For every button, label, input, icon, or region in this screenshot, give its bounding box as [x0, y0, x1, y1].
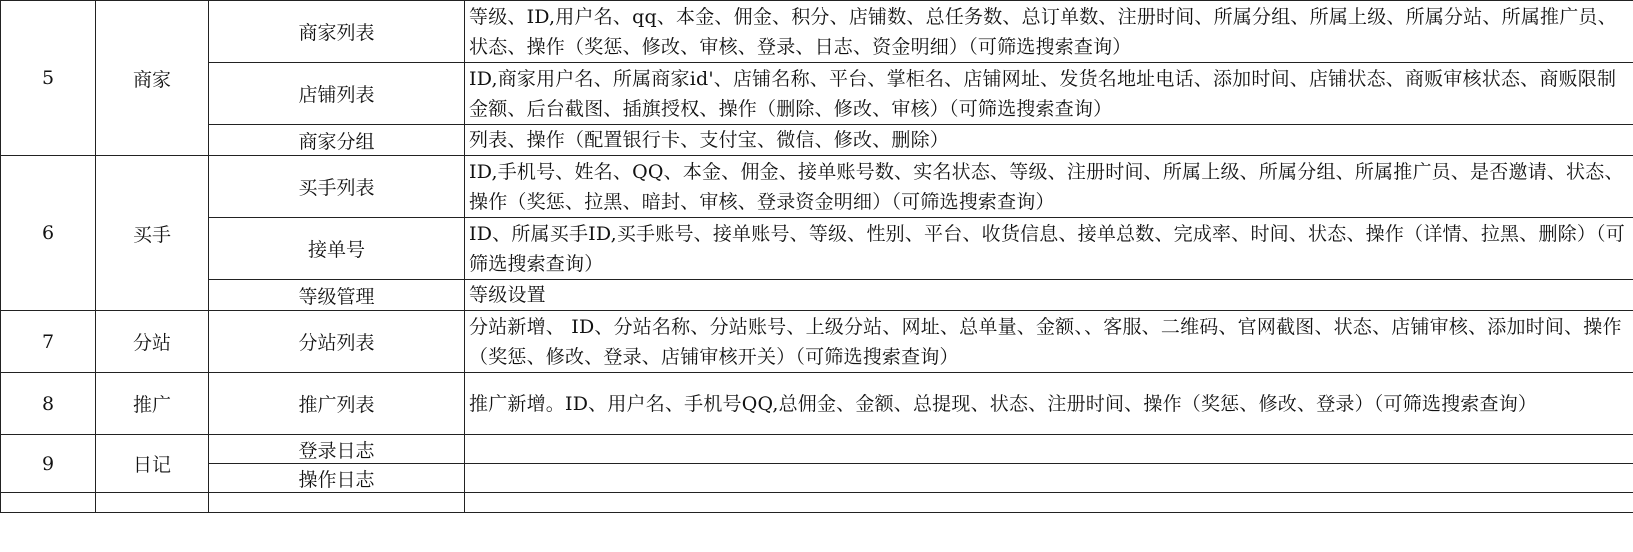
- table-row-cut-bottom: [1, 493, 1633, 513]
- table-row: [1, 464, 1633, 493]
- submodule-name: 买手列表: [209, 156, 465, 218]
- submodule-description: [465, 464, 1633, 493]
- row-number: 7: [1, 311, 96, 373]
- submodule-name: 登录日志: [209, 435, 465, 464]
- table-row: [1, 63, 1633, 125]
- table-row: [1, 435, 1633, 464]
- table-row: [1, 311, 1633, 373]
- submodule-description: 等级、ID,用户名、qq、本金、佣金、积分、店铺数、总任务数、总订单数、注册时间、所属分组、所属上级、所属分站、所属推广员、状态、操作（奖惩、修改、审核、登录、日志、资金明细）（可筛选搜索查询）: [465, 1, 1633, 63]
- module-name: 推广: [96, 373, 209, 435]
- cell: [465, 493, 1633, 513]
- row-number: 5: [1, 1, 96, 156]
- table-row: [1, 373, 1633, 435]
- submodule-name: 推广列表: [209, 373, 465, 435]
- cell: [209, 493, 465, 513]
- row-number: 6: [1, 156, 96, 311]
- submodule-description: 等级设置: [465, 280, 1633, 311]
- submodule-name: 分站列表: [209, 311, 465, 373]
- submodule-description: [465, 435, 1633, 464]
- module-name: 买手: [96, 156, 209, 311]
- submodule-description: 分站新增、 ID、分站名称、分站账号、上级分站、网址、总单量、金额、、客服、二维码、官网截图、状态、店铺审核、添加时间、操作（奖惩、修改、登录、店铺审核开关）（可筛选搜索查询）: [465, 311, 1633, 373]
- submodule-description: ID,手机号、姓名、QQ、本金、佣金、接单账号数、实名状态、等级、注册时间、所属上级、所属分组、所属推广员、是否邀请、状态、操作（奖惩、拉黑、暗封、审核、登录资金明细）（可筛选搜索查询）: [465, 156, 1633, 218]
- module-name: 日记: [96, 435, 209, 493]
- submodule-name: 商家列表: [209, 1, 465, 63]
- submodule-description: 列表、操作（配置银行卡、支付宝、微信、修改、删除）: [465, 125, 1633, 156]
- table-row: [1, 1, 1633, 63]
- submodule-name: 等级管理: [209, 280, 465, 311]
- table-row: [1, 125, 1633, 156]
- submodule-name: 店铺列表: [209, 63, 465, 125]
- table-row: [1, 218, 1633, 280]
- row-number: 8: [1, 373, 96, 435]
- submodule-description: 推广新增。ID、用户名、手机号QQ,总佣金、金额、总提现、状态、注册时间、操作（奖惩、修改、登录）（可筛选搜索查询）: [465, 373, 1633, 435]
- submodule-name: 操作日志: [209, 464, 465, 493]
- module-name: 商家: [96, 1, 209, 156]
- submodule-name: 商家分组: [209, 125, 465, 156]
- submodule-description: ID、所属买手ID,买手账号、接单账号、等级、性别、平台、收货信息、接单总数、完成率、时间、状态、操作（详情、拉黑、删除）（可筛选搜索查询）: [465, 218, 1633, 280]
- table-row: [1, 280, 1633, 311]
- module-name: 分站: [96, 311, 209, 373]
- row-number: 9: [1, 435, 96, 493]
- cell: [1, 493, 96, 513]
- submodule-name: 接单号: [209, 218, 465, 280]
- cell: [96, 493, 209, 513]
- submodule-description: ID,商家用户名、所属商家id'、店铺名称、平台、掌柜名、店铺网址、发货名地址电话、添加时间、店铺状态、商贩审核状态、商贩限制金额、后台截图、插旗授权、操作（删除、修改、审核）（可筛选搜索查询）: [465, 63, 1633, 125]
- table-row: [1, 156, 1633, 218]
